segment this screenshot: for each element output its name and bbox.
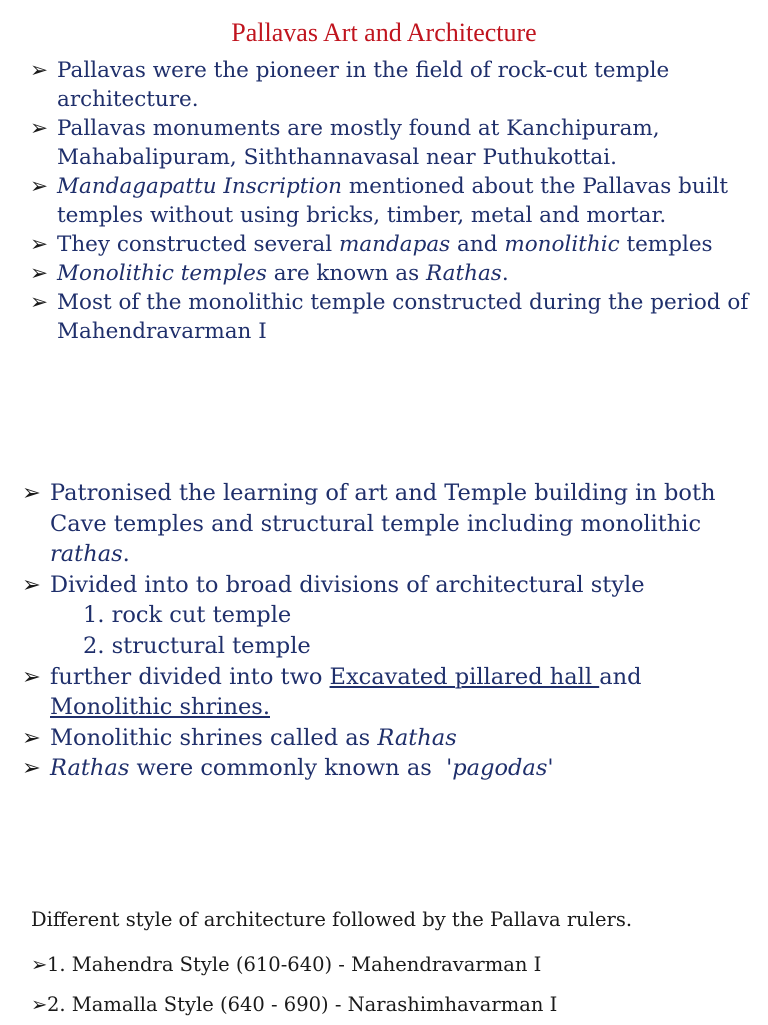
bullet-emphasis: Mandagapattu Inscription: [57, 174, 343, 199]
list-item: [30, 259, 750, 288]
list-item: [30, 56, 750, 114]
bullet-text: Divided into to broad divisions of architectural style: [50, 571, 645, 598]
arrow-bullet-icon: ➢: [30, 116, 49, 141]
bullet-text: Most of the monolithic temple constructed during the period of Mahendravarman I: [57, 290, 749, 344]
list-item: [22, 753, 752, 784]
bullet-text: Patronised the learning of art and Temple building in both Cave temples and structural temple including monolithic: [50, 480, 716, 537]
bullet-emphasis: Rathas: [425, 261, 502, 286]
arrow-bullet-icon: ➢: [30, 232, 49, 257]
styles-list: [31, 945, 751, 1025]
bullet-text: .: [122, 541, 130, 568]
arrow-bullet-icon: ➢: [22, 663, 41, 690]
bullet-emphasis: Rathas: [377, 724, 457, 751]
bullet-emphasis: mandapas: [338, 232, 451, 257]
arrow-bullet-icon: ➢: [30, 174, 49, 199]
numbered-list: [50, 600, 752, 661]
bullet-emphasis: Rathas: [50, 755, 130, 782]
bullet-text: are known as: [266, 261, 426, 286]
list-item: [31, 985, 751, 1025]
bullet-text: Pallavas were the pioneer in the field of rock-cut temple architecture.: [57, 58, 670, 112]
bullet-text: Pallavas monuments are mostly found at Kanchipuram, Mahabalipuram, Siththannavasal near Puthukottai.: [57, 116, 660, 170]
bullet-emphasis: rathas: [50, 541, 123, 568]
bullet-text: Monolithic shrines called as: [50, 724, 378, 751]
underlined-term: Excavated pillared hall: [329, 663, 600, 690]
styles-intro: Different style of architecture followed by the Pallava rulers.: [31, 908, 633, 931]
arrow-bullet-icon: ➢: [22, 480, 41, 506]
list-item: [22, 570, 752, 662]
bullet-text: further divided into two: [50, 663, 330, 690]
list-item: [22, 478, 752, 570]
list-item: [30, 288, 750, 346]
bullet-text: They constructed several: [57, 232, 339, 257]
bullet-emphasis: Monolithic temples: [57, 261, 267, 286]
numbered-item: 2. structural temple: [83, 632, 311, 659]
bullet-text: and: [450, 232, 505, 257]
list-item: [22, 662, 752, 723]
bullet-emphasis: 'pagodas': [446, 755, 554, 782]
bullet-list-architecture: [22, 478, 752, 784]
style-text: 1. Mahendra Style (610-640) - Mahendravarman I: [47, 953, 542, 976]
bullet-text: temples: [619, 232, 713, 257]
arrow-bullet-icon: ➢: [30, 261, 49, 286]
arrow-bullet-icon: ➢: [31, 993, 48, 1016]
arrow-bullet-icon: ➢: [22, 724, 41, 751]
bullet-text: mentioned about the Pallavas built temples without using bricks, timber, metal and mortar.: [57, 174, 729, 228]
arrow-bullet-icon: ➢: [31, 953, 48, 976]
list-item: [31, 945, 751, 985]
underlined-term: Monolithic shrines.: [50, 694, 270, 721]
arrow-bullet-icon: ➢: [22, 755, 41, 782]
page-title: Pallavas Art and Architecture: [231, 18, 537, 47]
arrow-bullet-icon: ➢: [22, 571, 41, 598]
list-item: [30, 114, 750, 172]
arrow-bullet-icon: ➢: [30, 58, 49, 83]
arrow-bullet-icon: ➢: [30, 290, 49, 315]
numbered-item: 1. rock cut temple: [83, 602, 292, 629]
bullet-text: .: [501, 261, 509, 286]
list-item: [30, 172, 750, 230]
list-item: [30, 230, 750, 259]
bullet-text: and: [599, 663, 642, 690]
list-item: [22, 723, 752, 754]
bullet-list-intro: [30, 56, 750, 346]
bullet-emphasis: monolithic: [504, 232, 620, 257]
style-text: 2. Mamalla Style (640 - 690) - Narashimhavarman I: [47, 993, 558, 1016]
bullet-text: were commonly known as: [129, 755, 447, 782]
